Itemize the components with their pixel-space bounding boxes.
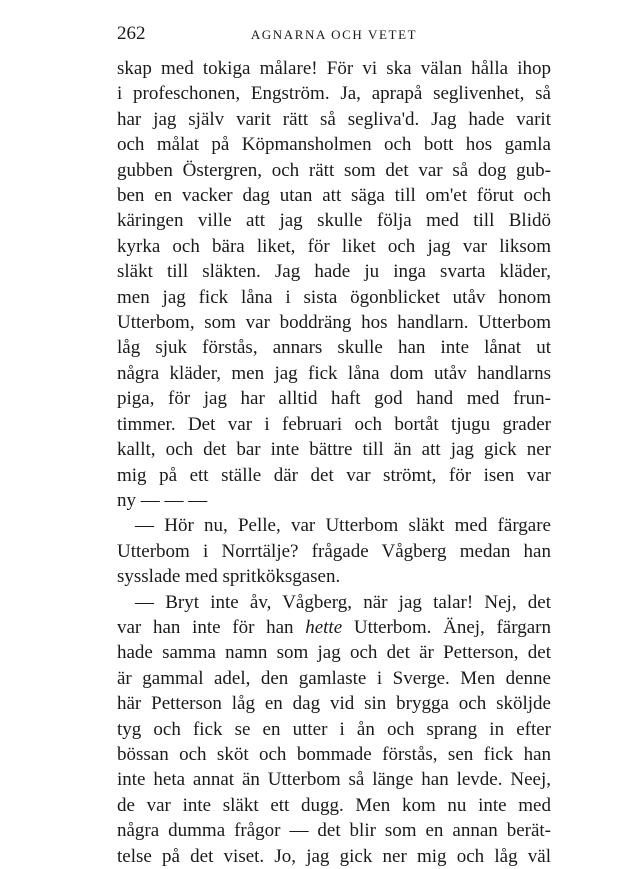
text-line: ny — — — (117, 489, 208, 511)
text-line: timmer. Det var i februari och bortåt tjugu grader (117, 413, 551, 435)
text-line: men jag fick låna i sista ögonblicket utåv honom (117, 286, 551, 308)
text-line: har jag själv varit rätt så segliva'd. Jag hade varit (117, 108, 551, 130)
text-line: är gammal adel, den gamlaste i Sverge. Men denne (117, 667, 551, 689)
text-line: och målat på Köpmansholmen och bott hos gamla (117, 134, 551, 156)
text-line: några dumma frågor — det blir som en annan berät- (117, 820, 551, 842)
text-line: några kläder, men jag fick låna dom utåv handlarns (117, 362, 551, 384)
text-line: kyrka och bära liket, för liket och jag var liksom (117, 235, 551, 257)
emphasized-word: hette (305, 616, 343, 638)
text-line: låg sjuk förstås, annars skulle han inte lånat ut (117, 337, 551, 359)
text-line: Utterbom, som var boddräng hos handlarn. Utterbom (117, 312, 551, 334)
text-segment: Utterbom. Änej, färgarn (342, 616, 551, 638)
text-line: käringen ville att jag skulle följa med till Blidö (117, 210, 551, 232)
text-line: Utterbom i Norrtälje? frågade Vågberg medan han (117, 540, 551, 562)
book-page (117, 22, 551, 869)
text-line: skap med tokiga målare! För vi ska välan hålla ihop (117, 58, 551, 79)
text-line: mig på ett ställe där det var strömt, för isen var (117, 464, 551, 486)
text-segment: var han inte för han (117, 616, 306, 638)
text-line: de var inte släkt ett dugg. Men kom nu inte med (117, 794, 551, 816)
text-line: ben en vacker dag utan att säga till om'et förut och (117, 185, 551, 207)
text-line: här Petterson låg en dag vid sin brygga och sköljde (117, 693, 551, 715)
text-line: piga, för jag har alltid haft god hand med frun- (117, 388, 551, 410)
text-line: bössan och sköt och bommade förstås, sen fick han (117, 743, 551, 765)
text-line: hade samma namn som jag och det är Petterson, det (117, 642, 551, 664)
running-title: AGNARNA OCH VETET (250, 27, 418, 42)
text-line: tyg och fick se en utter i ån och sprang in efter (117, 718, 551, 740)
text-line: — Hör nu, Pelle, var Utterbom släkt med färgare (135, 515, 551, 537)
page-header (117, 22, 551, 46)
text-line: gubben Östergren, och rätt som det var så dog gub- (117, 159, 551, 181)
text-line: telse på det viset. Jo, jag gick ner mig och låg väl (117, 845, 551, 867)
body-text (117, 56, 551, 869)
text-line: sysslade med spritköksgasen. (117, 566, 341, 588)
text-line (117, 615, 551, 640)
page-number: 262 (117, 23, 146, 44)
text-line: inte heta annat än Utterbom så länge han levde. Neej, (117, 769, 551, 791)
text-line: släkt till släkten. Jag hade ju inga svarta kläder, (117, 261, 551, 283)
text-line: i profeschonen, Engström. Ja, aprapå seglivenhet, så (117, 83, 551, 105)
text-line: — Bryt inte åv, Vågberg, när jag talar! Nej, det (135, 591, 551, 613)
text-line: kallt, och det bar inte bättre till än att jag gick ner (117, 439, 551, 461)
